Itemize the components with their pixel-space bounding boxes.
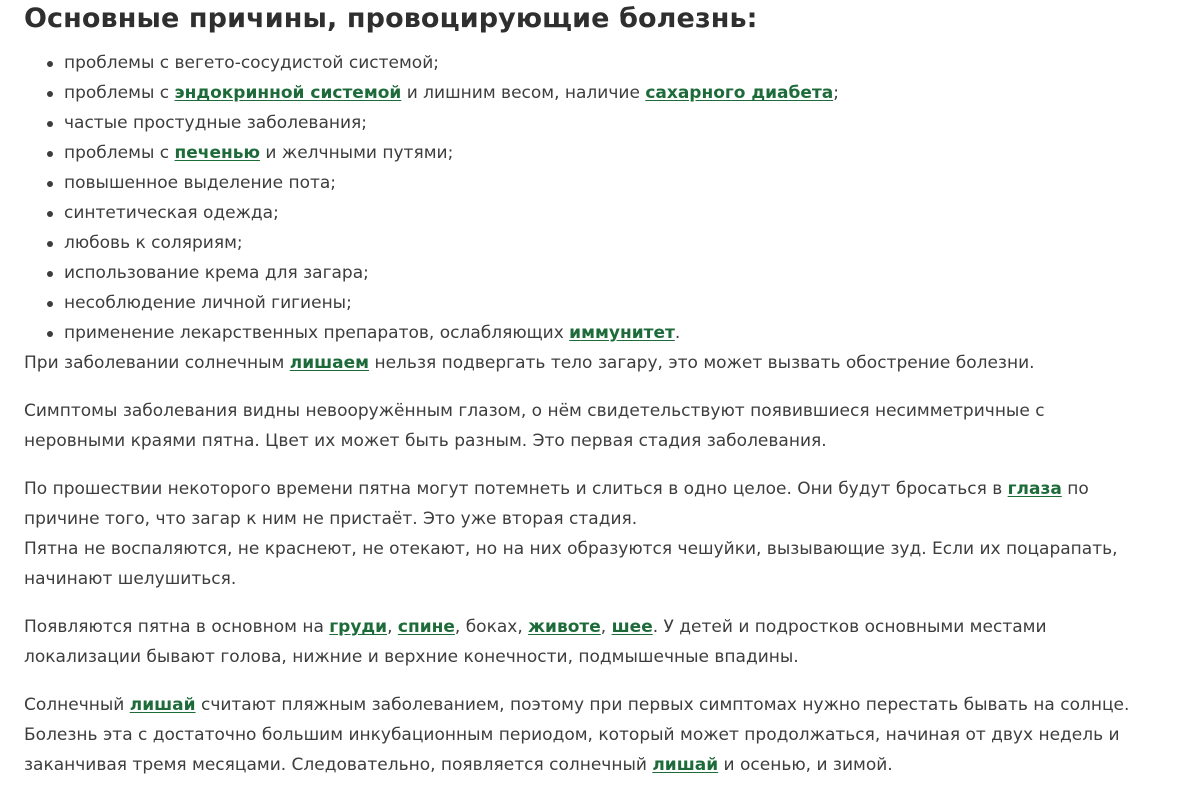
list-item: использование крема для загара; (64, 258, 1167, 288)
list-item: проблемы с печенью и желчными путями; (64, 138, 1167, 168)
link-lichen-2[interactable]: лишай (129, 695, 196, 715)
link-immunity[interactable]: иммунитет (569, 323, 675, 343)
paragraph-sun-warning: При заболевании солнечным лишаем нельзя подвергать тело загару, это может вызвать обострение болезни. (24, 353, 1035, 373)
link-chest[interactable]: груди (329, 617, 388, 637)
list-item: несоблюдение личной гигиены; (64, 288, 1167, 318)
link-back[interactable]: спине (397, 617, 455, 637)
list-item: применение лекарственных препаратов, ослабляющих иммунитет. (64, 318, 1167, 348)
paragraph-incubation: Солнечный лишай считают пляжным заболеванием, поэтому при первых симптомах нужно перестать бывать на солнце. Болезнь эта с достаточно большим инкубационным периодом, который может продолжаться, начиная от двух недель и заканчивая тремя месяцами. Следовательно, появляется солнечный лишай и осенью, и зимой. (24, 695, 1130, 775)
list-item: проблемы с вегето-сосудистой системой; (64, 48, 1167, 78)
link-liver[interactable]: печенью (174, 143, 261, 163)
link-eyes[interactable]: глаза (1007, 479, 1062, 499)
link-abdomen[interactable]: животе (528, 617, 601, 637)
list-item: синтетическая одежда; (64, 198, 1167, 228)
paragraph-second-stage: По прошествии некоторого времени пятна могут потемнеть и слиться в одно целое. Они будут бросаться в глаза по причине того, что загар к ним не пристаёт. Это уже вторая стадия. Пятна не воспаляются, не краснеют, не отекают, но на них образуются чешуйки, вызывающие зуд. Если их поцарапать, начинают шелушиться. (24, 479, 1118, 589)
list-item: повышенное выделение пота; (64, 168, 1167, 198)
link-lichen-3[interactable]: лишай (652, 755, 719, 775)
list-item: частые простудные заболевания; (64, 108, 1167, 138)
paragraph-symptoms: Симптомы заболевания видны невооружённым глазом, о нём свидетельствуют появившиеся несимметричные с неровными краями пятна. Цвет их может быть разным. Это первая стадия заболевания. (24, 401, 1045, 451)
link-lichen[interactable]: лишаем (289, 353, 370, 373)
link-neck[interactable]: шее (611, 617, 653, 637)
list-item: проблемы с эндокринной системой и лишним весом, наличие сахарного диабета; (64, 78, 1167, 108)
link-diabetes[interactable]: сахарного диабета (645, 83, 834, 103)
causes-list (24, 48, 1167, 348)
list-item: любовь к соляриям; (64, 228, 1167, 258)
paragraph-localization: Появляются пятна в основном на груди, спине, боках, животе, шее. У детей и подростков основными местами локализации бывают голова, нижние и верхние конечности, подмышечные впадины. (24, 617, 1047, 667)
section-heading: Основные причины, провоцирующие болезнь: (24, 3, 758, 34)
link-endocrine-system[interactable]: эндокринной системой (174, 83, 402, 103)
